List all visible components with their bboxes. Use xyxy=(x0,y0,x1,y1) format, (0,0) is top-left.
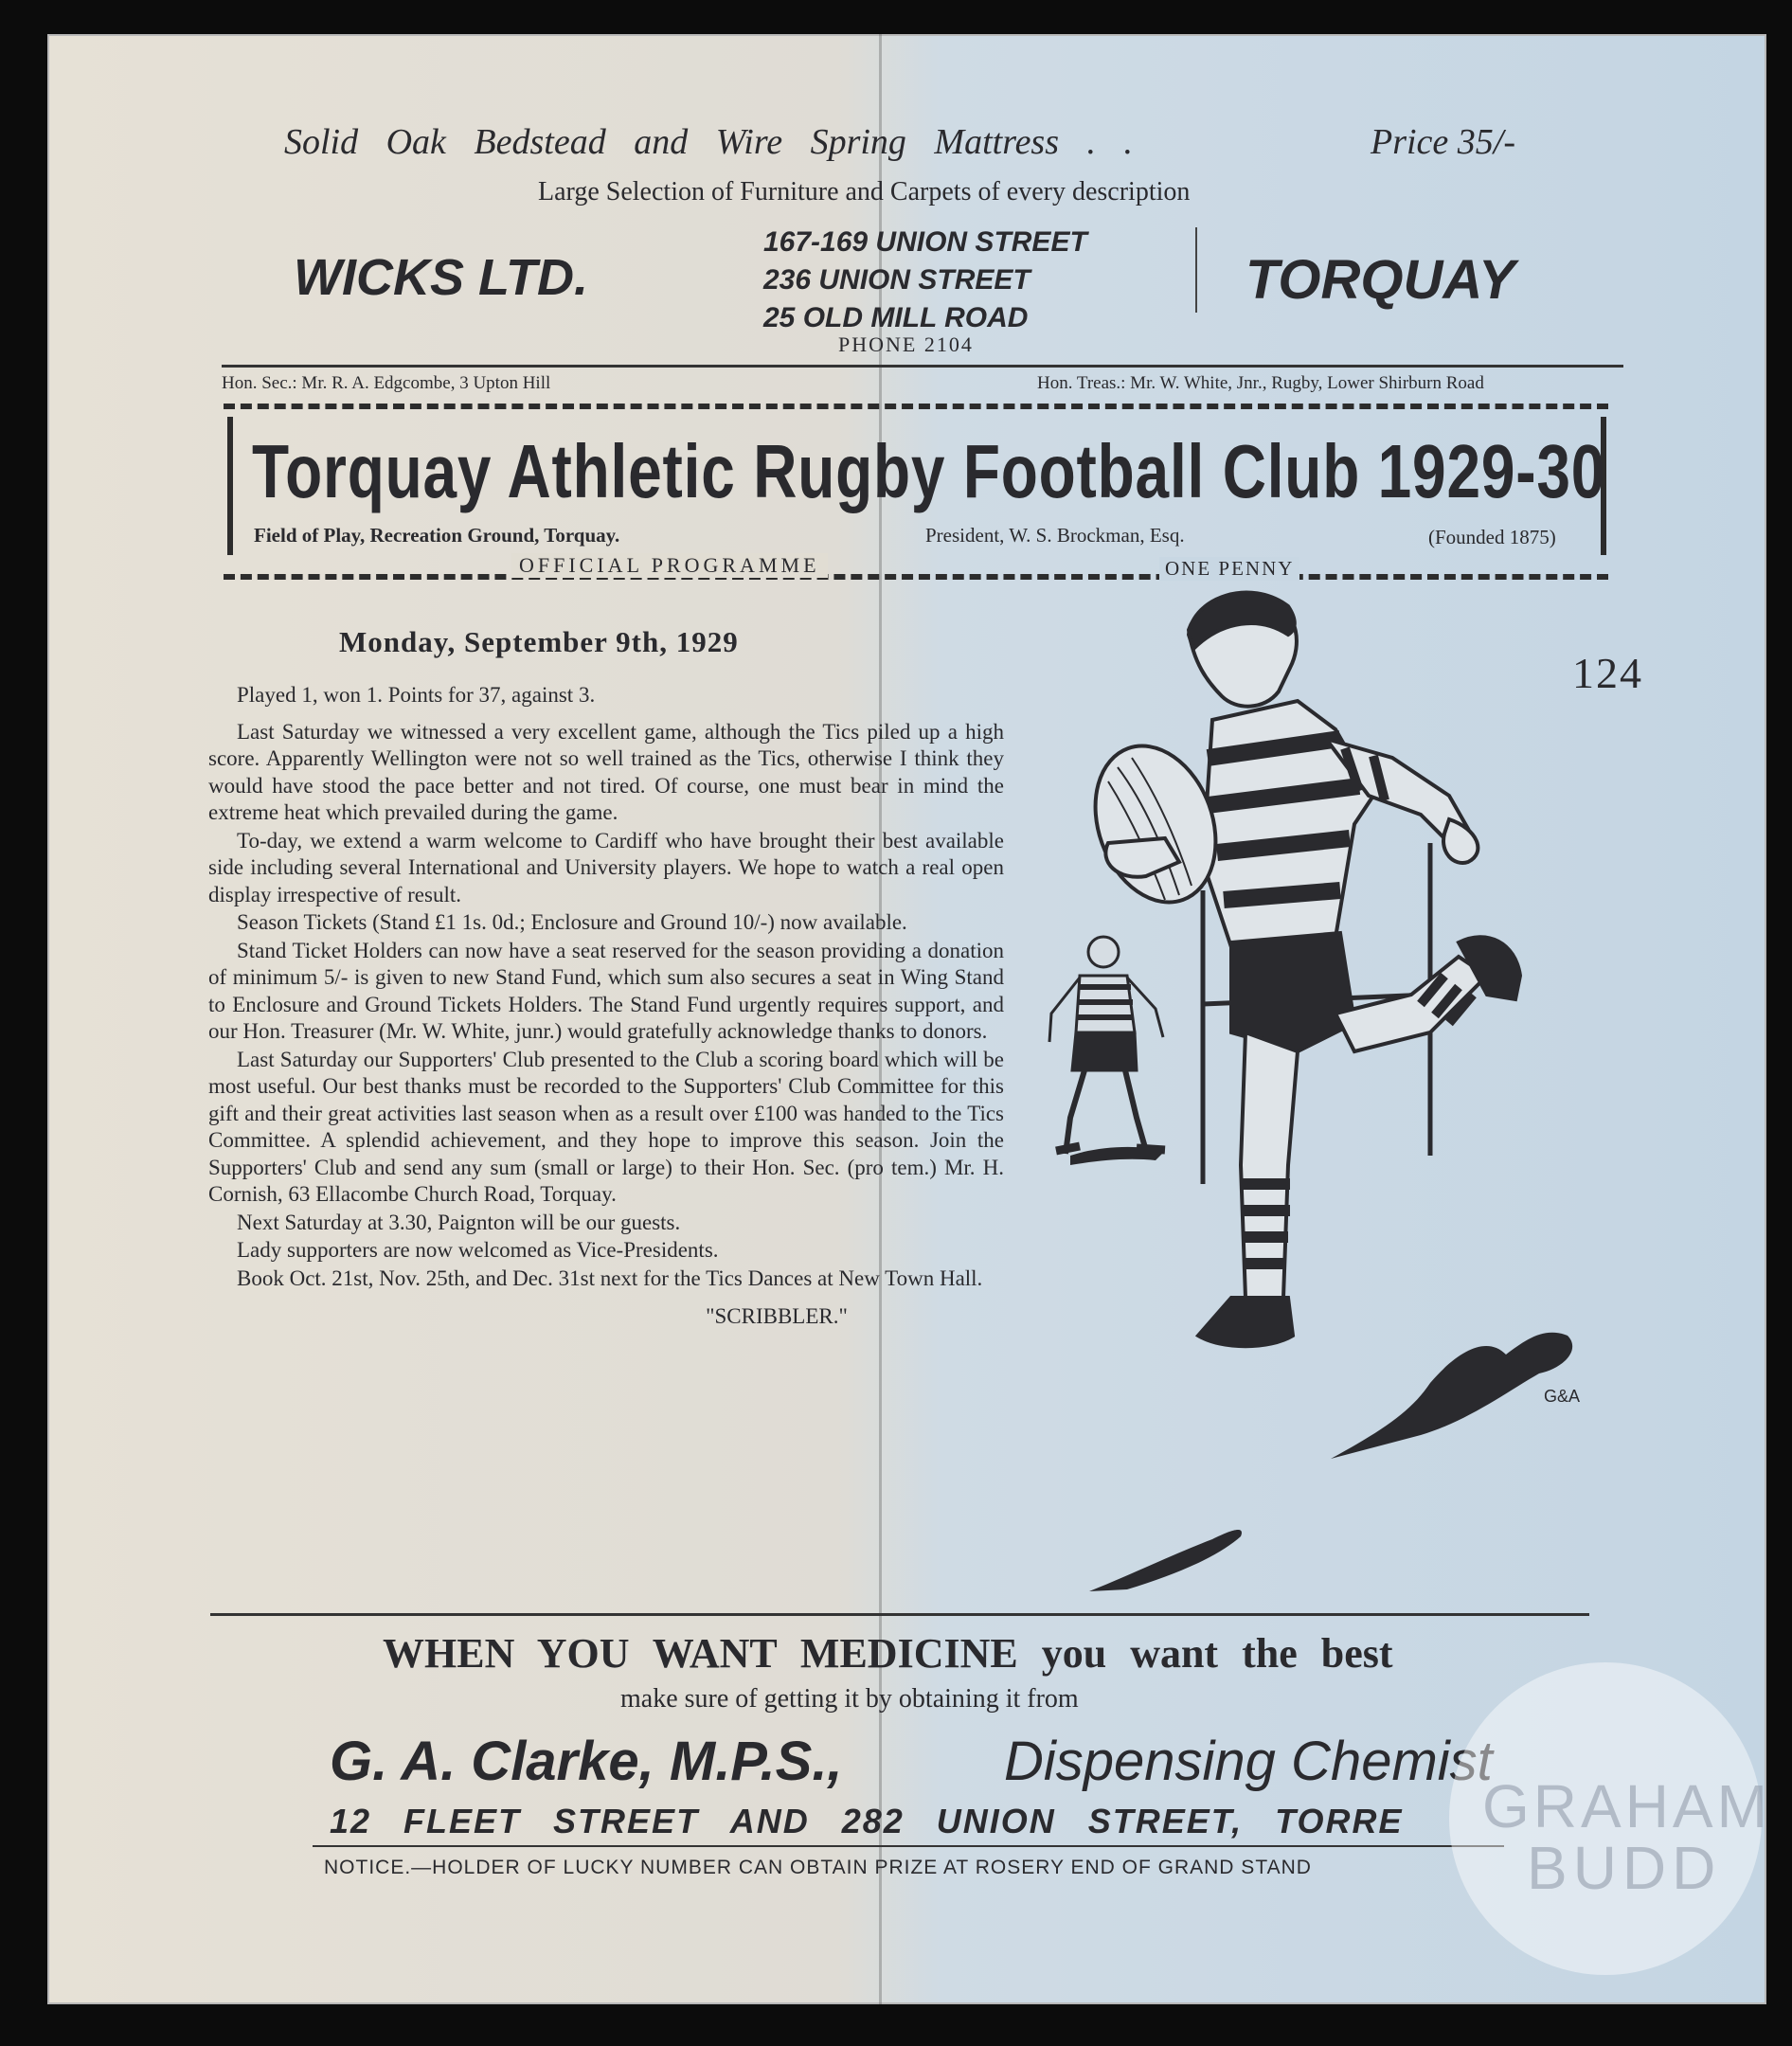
article-paragraph: Season Tickets (Stand £1 1s. 0d.; Enclosure and Ground 10/-) now available. xyxy=(237,910,907,934)
programme-number: 124 xyxy=(1572,649,1643,697)
address-line: 167-169 UNION STREET xyxy=(763,226,1087,258)
wicks-town: TORQUAY xyxy=(1245,249,1515,311)
hon-secretary: Hon. Sec.: Mr. R. A. Edgcombe, 3 Upton Hill xyxy=(222,373,551,393)
main-player xyxy=(1075,593,1520,1347)
masthead-frame-left xyxy=(227,417,233,555)
article-signature: "SCRIBBLER." xyxy=(706,1304,848,1328)
chemist-name: G. A. Clarke, M.P.S., xyxy=(330,1731,843,1792)
bedstead-ad-line: Solid Oak Bedstead and Wire Spring Mattress . . xyxy=(284,122,1134,162)
address-line: 25 OLD MILL ROAD xyxy=(763,302,1029,333)
notice-rule xyxy=(313,1845,1504,1847)
programme-price: ONE PENNY xyxy=(1159,557,1299,581)
wicks-company-name: WICKS LTD. xyxy=(294,249,588,306)
field-of-play: Field of Play, Recreation Ground, Torquay. xyxy=(254,524,620,547)
hon-treasurer: Hon. Treas.: Mr. W. White, Jnr., Rugby, Lower Shirburn Road xyxy=(1037,373,1484,393)
wicks-phone: PHONE 2104 xyxy=(838,332,974,356)
article-paragraph: Stand Ticket Holders can now have a seat reserved for the season providing a donation of minimum 5/- is given to new Stand Fund, which sum also secures a seat in Wing Stand to Enclosure and Ground Tickets Holders. The Stand Fund urgently requires support, and our Hon. Treasurer (Mr. W. White, junr.) would gratefully acknowledge thanks to donors. xyxy=(208,938,1004,1043)
lucky-number-notice: NOTICE.—HOLDER OF LUCKY NUMBER CAN OBTAIN PRIZE AT ROSERY END OF GRAND STAND xyxy=(324,1857,1312,1878)
article-body xyxy=(208,682,1004,1332)
club-title: Torquay Athletic Rugby Football Club 1929-30 xyxy=(252,429,1606,513)
background-player xyxy=(1049,937,1165,1154)
article-paragraph: Lady supporters are now welcomed as Vice-Presidents. xyxy=(237,1238,719,1262)
address-line: 236 UNION STREET xyxy=(763,264,1030,296)
artist-signature: G&A xyxy=(1544,1387,1581,1406)
chemist-trade: Dispensing Chemist xyxy=(1004,1731,1493,1792)
official-programme-label: OFFICIAL PROGRAMME xyxy=(511,553,828,578)
rugby-player-illustration xyxy=(1013,578,1695,1601)
medicine-headline xyxy=(383,1629,1393,1678)
medicine-headline-tail: you want the best xyxy=(1041,1630,1393,1677)
founded-year: (Founded 1875) xyxy=(1428,526,1556,548)
article-paragraph: To-day, we extend a warm welcome to Cardiff who have brought their best available side including several International and University players. We hope to watch a real open display irrespective of result. xyxy=(208,828,1004,906)
match-date: Monday, September 9th, 1929 xyxy=(339,625,739,658)
bedstead-price: Price 35/- xyxy=(1371,122,1516,162)
article-paragraph: Next Saturday at 3.30, Paignton will be our guests. xyxy=(237,1210,681,1234)
club-president: President, W. S. Brockman, Esq. xyxy=(925,524,1185,547)
ground-shadow xyxy=(1089,1530,1242,1591)
medicine-headline-caps: WHEN YOU WANT MEDICINE xyxy=(383,1630,1018,1677)
article-paragraph: Book Oct. 21st, Nov. 25th, and Dec. 31st next for the Tics Dances at New Town Hall. xyxy=(237,1265,983,1290)
medicine-subline: make sure of getting it by obtaining it from xyxy=(620,1684,1079,1714)
ground-shadow xyxy=(1331,1333,1572,1459)
wicks-addresses xyxy=(763,224,1087,337)
watermark-text: BUDD xyxy=(1527,1834,1722,1902)
address-divider xyxy=(1195,227,1197,313)
watermark-text: GRAHAM xyxy=(1482,1772,1771,1840)
season-record: Played 1, won 1. Points for 37, against 3. xyxy=(237,683,596,707)
furniture-ad-line: Large Selection of Furniture and Carpets of every description xyxy=(538,177,1191,206)
article-paragraph: Last Saturday our Supporters' Club presented to the Club a scoring board which will be most useful. Our best thanks must be recorded to the Supporters' Club Committee for this gift and their great activities last season when as a result over £100 was handed to the Tics Committee. A splendid achievement, and they hope to improve this season. Join the Supporters' Club and send any sum (small or large) to their Hon. Sec. (pro tem.) Mr. H. Cornish, 63 Ellacombe Church Road, Torquay. xyxy=(208,1047,1004,1206)
top-ad-rule xyxy=(222,365,1623,368)
bottom-ad-rule xyxy=(210,1613,1589,1616)
article-paragraph: Last Saturday we witnessed a very excellent game, although the Tics piled up a high score. Apparently Wellington were not so well trained as the Tics, otherwise I think they would have stood the pace better and not tired. Of course, one must bear in mind the extreme heat which prevailed during the game. xyxy=(208,719,1004,824)
chemist-address: 12 FLEET STREET AND 282 UNION STREET, TORRE xyxy=(330,1802,1404,1840)
